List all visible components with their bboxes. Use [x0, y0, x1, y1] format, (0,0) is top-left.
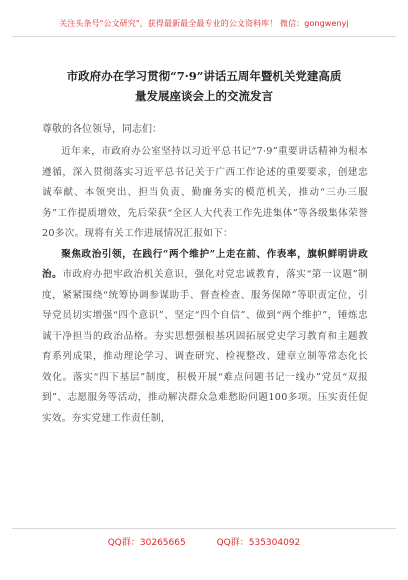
document-title — [40, 66, 368, 106]
title-line-1: 市政府办在学习贯彻“7·9”讲话五周年暨机关党建高质 — [66, 69, 342, 83]
qq-group-1: QQ群：30265665 — [107, 538, 186, 548]
footer — [0, 535, 408, 548]
paragraph-body: 市政府办把牢政治机关意识，强化对党忠诚教育，落实“第一议题”制度，紧紧围绕“统筹协调参谋助手、督查检查、服务保障”等职责定位，引导党员切实增强“四个意识”、坚定“四个自信”、做到“两个维护”，锤炼忠诚干净担当的政治品格。夯实思想强根基巩固拓展党史学习教育和主题教育系列成果，推动理论学习、调查研究、检视整改、建章立制等常态化长效化。落实“四下基层”制度，积极开展“难点问题书记一线办”党员“双报到”、志愿服务等活动，推动解决群众急难愁盼问题100多项。压实责任促实效。夯实党建工作责任制， — [42, 269, 368, 424]
bottom-divider — [12, 528, 396, 529]
document-body — [42, 142, 368, 429]
title-line-2: 量发展座谈会上的交流发言 — [135, 89, 273, 103]
paragraph-political-guidance — [42, 245, 368, 430]
top-divider — [12, 36, 396, 37]
paragraph-lead: 聚焦政治引领，在践行“两个维护”上走在前、作表率，旗帜鲜明讲政治。 — [42, 248, 368, 280]
paragraph-intro: 近年来，市政府办公室坚持以习近平总书记“7·9”重要讲话精神为根本遵循，深入贯彻落实习近平总书记关于广西工作论述的重要要求，创建忠诚奉献、本领突出、担当负责、勤廉务实的模范机关，推动“三办三服务”工作提质增效，先后荣获“全区人大代表工作先进集体”等各级集体荣誉20多次。现将有关工作进展情况汇报如下： — [42, 146, 368, 239]
salutation: 尊敬的各位领导，同志们： — [42, 124, 162, 135]
promo-banner: 关注头条号"公文研究"，获得最新最全最专业的公文资料库！ 微信：gongwenyj — [59, 19, 349, 28]
qq-group-2: QQ群：535304092 — [216, 538, 301, 548]
